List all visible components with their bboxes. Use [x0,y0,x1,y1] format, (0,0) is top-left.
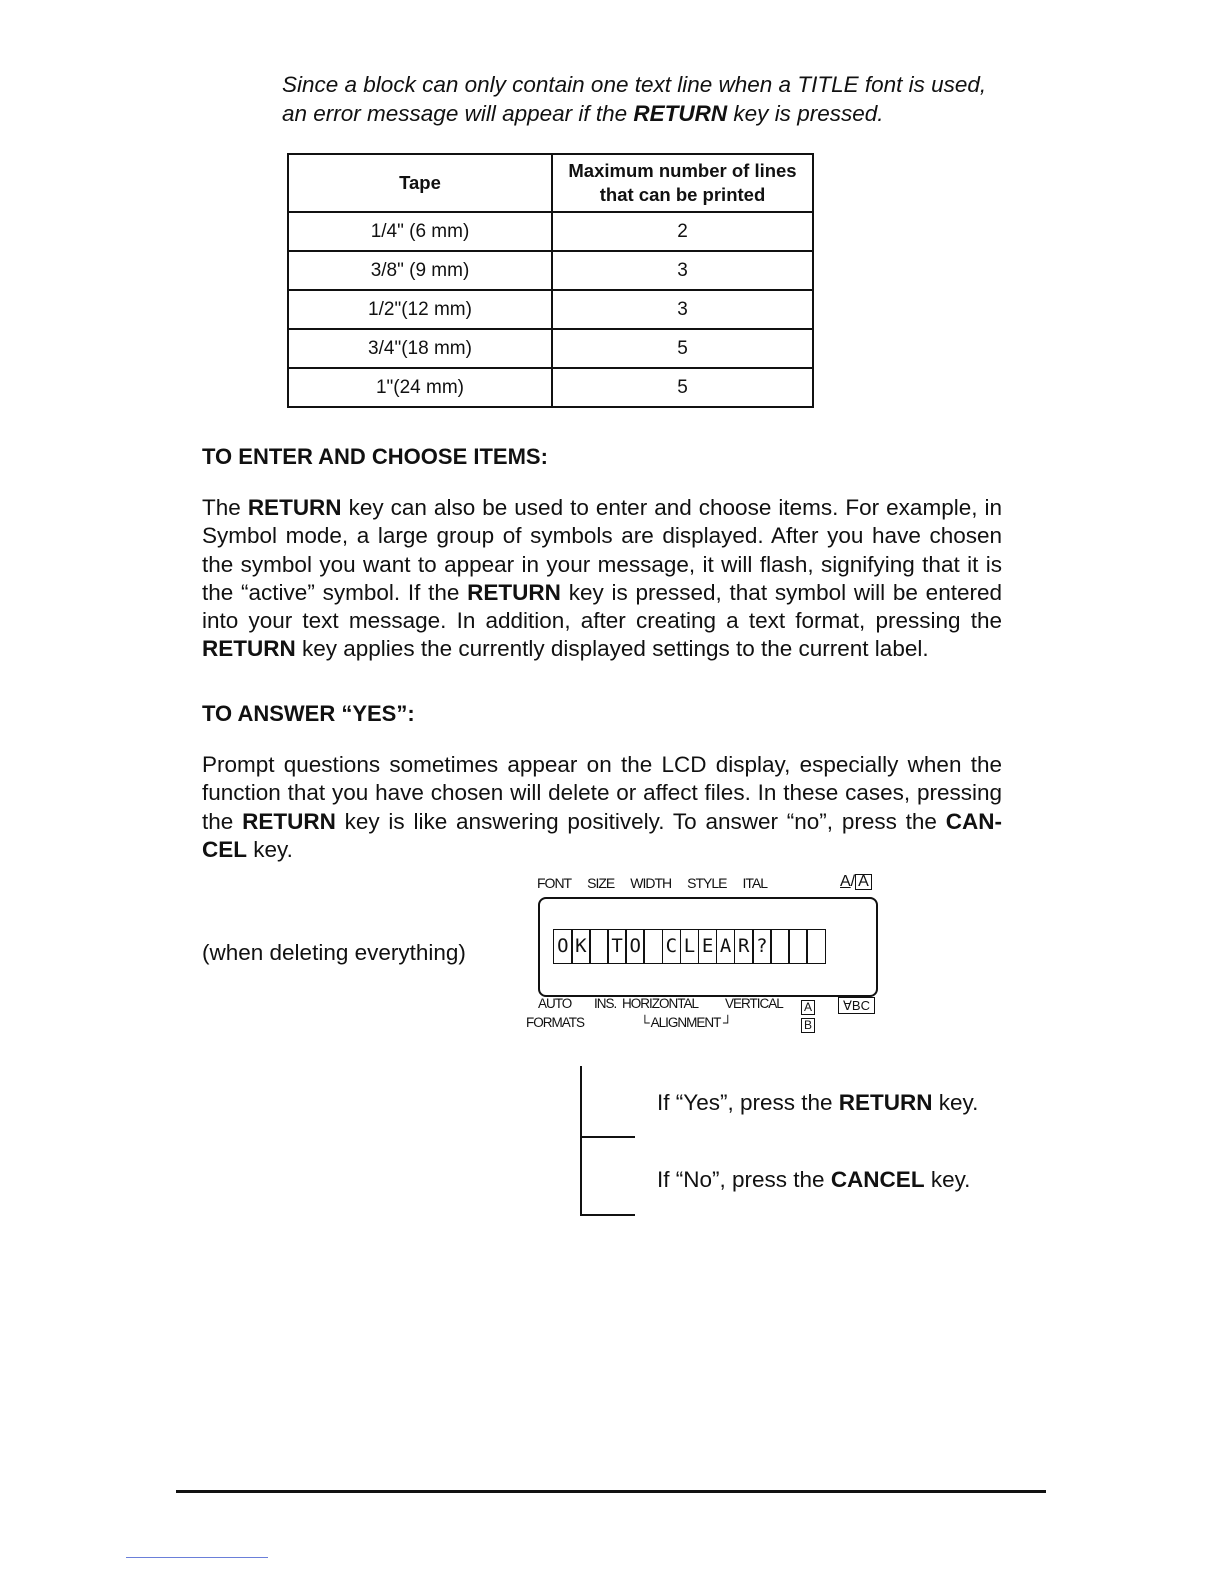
intro-text-end: key is pressed. [727,101,884,126]
key-name: RETURN [242,808,336,834]
text-run: Prompt questions sometimes appear on the LCD display, especially when the function that you have chosen will delete or affect files. In these cases, pressing the [202,752,1002,834]
table-row [288,329,813,368]
tape-size-cell: 3/4"(18 mm) [288,329,552,368]
indicator-boxed-a: A [855,874,872,890]
tape-size-cell: 1/4" (6 mm) [288,212,552,251]
tape-size-cell: 1/2"(12 mm) [288,290,552,329]
key-name: RETURN [202,636,296,662]
intro-note [282,70,1012,128]
tape-size-cell: 3/8" (9 mm) [288,251,552,290]
lcd-label-formats: FORMATS [526,1015,584,1030]
abc-indicator: ∀BC [838,997,875,1014]
lcd-cell: A [716,929,736,964]
table-row [288,290,813,329]
option-no [657,1167,970,1193]
option-text: If “No”, press the [657,1167,831,1192]
bracket-tick [580,1136,635,1138]
option-text: If “Yes”, press the [657,1090,839,1115]
key-name: CAN-CEL [202,808,1002,862]
lcd-box-ab [801,998,815,1034]
lcd-label-ins: INS. [594,996,617,1011]
lcd-cell: K [571,929,591,964]
lcd-label-size: SIZE [587,875,615,891]
lcd-label-width: WIDTH [630,875,672,891]
lcd-label-ital: ITAL [742,875,768,891]
table-header-row [288,154,813,212]
lcd-cell: O [553,929,573,964]
heading-answer-yes: TO ANSWER “YES”: [202,701,415,726]
lcd-cell: L [680,929,700,964]
lcd-character-cells [553,929,824,964]
lcd-cell [788,929,808,964]
footer-link-line [126,1557,268,1558]
paragraph-enter-choose [202,494,1002,664]
key-name: CANCEL [830,1167,925,1192]
bracket-vertical [580,1066,582,1216]
lcd-cell: E [698,929,718,964]
table-row [288,368,813,407]
intro-key: RETURN [633,101,728,126]
option-text: key. [924,1167,971,1192]
lcd-label-font: FONT [537,875,572,891]
table-row [288,251,813,290]
indicator-sep: / [850,873,856,890]
table-header-max-lines: Maximum number of lines that can be printed [552,154,813,212]
box-a: A [801,1000,815,1015]
tape-lines-table [287,153,814,408]
lcd-cell [643,929,663,964]
text-run: key. [247,836,293,862]
lcd-cell: O [625,929,645,964]
lcd-cell [806,929,826,964]
text-run: The [202,495,248,520]
key-name: RETURN [247,495,342,520]
lcd-case-indicator [840,873,872,891]
lcd-cell: R [734,929,754,964]
paragraph-answer-yes [202,751,1002,864]
key-name: RETURN [838,1090,933,1115]
lcd-cell: ? [752,929,772,964]
intro-text: Since a block can only contain one text line when a TITLE font is used, an error message will appear if the [282,72,987,126]
max-lines-cell: 5 [552,368,813,407]
lcd-cell [770,929,790,964]
table-header-tape: Tape [288,154,552,212]
option-yes [657,1090,978,1116]
lcd-top-labels [537,875,783,891]
key-name: RETURN [467,579,561,605]
max-lines-cell: 3 [552,251,813,290]
text-run: key is like answering positively. To answer “no”, press the [335,808,946,834]
bracket-tick [580,1214,635,1216]
lcd-abc [838,998,875,1014]
indicator-a: A [840,873,851,890]
table-row [288,212,813,251]
footer-rule [176,1490,1046,1493]
lcd-label-vertical: VERTICAL [725,996,783,1011]
text-run: key applies the currently displayed settings to the current label. [295,636,929,662]
tape-size-cell: 1"(24 mm) [288,368,552,407]
lcd-label-alignment: └ ALIGNMENT ┘ [640,1015,732,1030]
lcd-label-horizontal: HORIZONTAL [622,996,699,1011]
max-lines-cell: 3 [552,290,813,329]
lcd-cell: C [662,929,682,964]
max-lines-cell: 2 [552,212,813,251]
box-b: B [801,1018,815,1033]
max-lines-cell: 5 [552,329,813,368]
option-text: key. [932,1090,979,1115]
lcd-label-auto: AUTO [538,996,572,1011]
lcd-cell: T [607,929,627,964]
lcd-cell [589,929,609,964]
lcd-label-style: STYLE [687,875,727,891]
heading-enter-choose: TO ENTER AND CHOOSE ITEMS: [202,444,548,469]
text-run: key can also be used to enter and choose items. For example, in Symbol mode, a large group of symbols are displayed. After you have chosen the symbol you want to appear in your message, it will flash, signifying that it is the “active” symbol. If the [202,495,1003,605]
text-run: key is pressed, that symbol will be entered into your text message. In addition, after creating a text format, pressing the [202,579,1002,634]
deleting-note: (when deleting everything) [202,940,466,965]
